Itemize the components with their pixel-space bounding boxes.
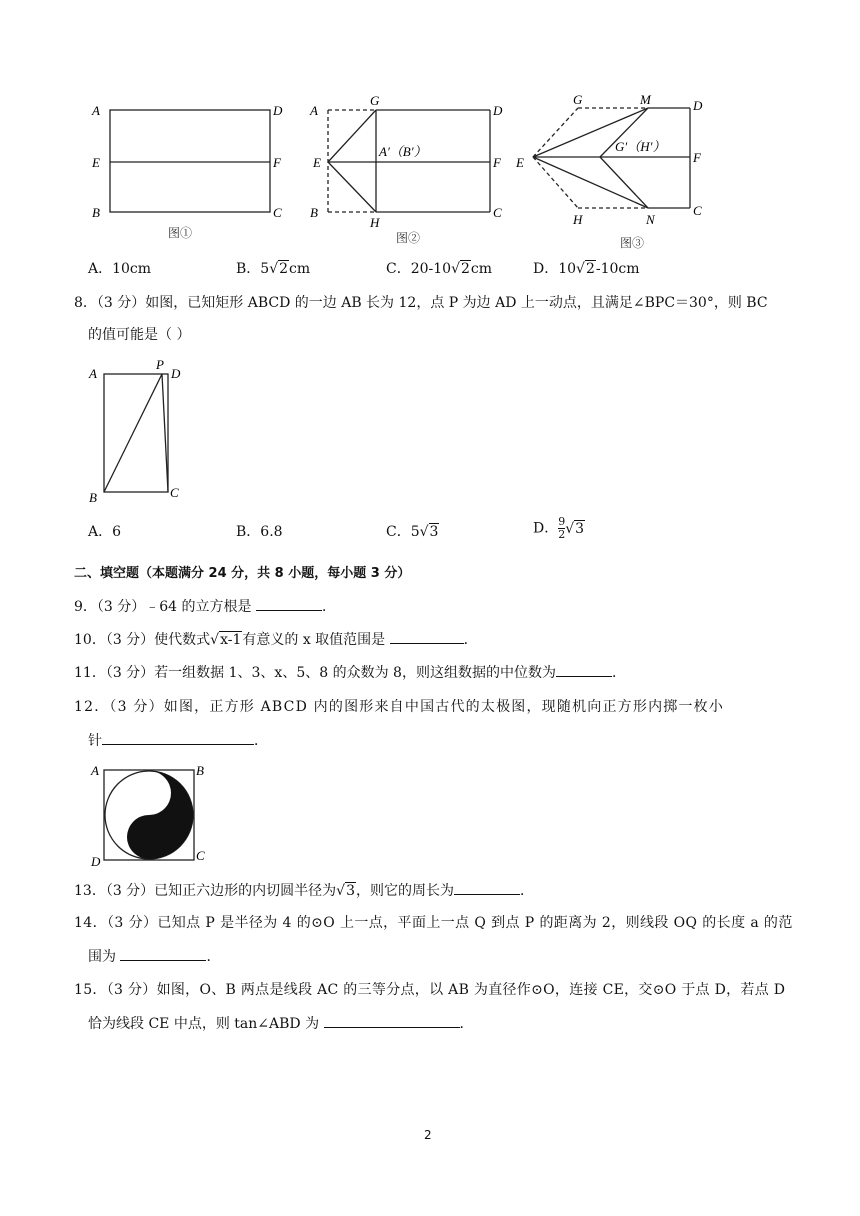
sqrt-symbol: √x-1: [210, 632, 242, 648]
q8-text-line2: 的值可能是（ ）: [88, 327, 191, 343]
q13-text: [74, 880, 534, 901]
fig1-label-b: B: [92, 205, 100, 220]
q10-text: [74, 629, 478, 650]
section-2-heading: 二、填空题（本题满分 24 分，共 8 小题，每小题 3 分）: [74, 566, 411, 581]
q9-text: [74, 596, 336, 617]
q12-label-d: D: [91, 854, 101, 869]
fig2-label-ab-prime: A′（B′）: [379, 144, 427, 159]
q7-figure-1: [110, 110, 270, 212]
q15-text-line1: 15．（3 分）如图，O、B 两点是线段 AC 的三等分点，以 AB 为直径作⊙O，连接 CE，交⊙O 于点 D，若点 D: [74, 982, 786, 998]
q7-option-c-unit: cm: [470, 261, 493, 277]
q7-option-b-pre: B．5: [236, 261, 270, 277]
sqrt-symbol: √2: [451, 261, 470, 277]
fig3-label-e: E: [516, 155, 524, 170]
q8-label-b: B: [89, 490, 97, 505]
q12-label-b: B: [196, 763, 204, 778]
sqrt-symbol: √3: [419, 524, 439, 540]
q13-stem-post: ，则它的周长为: [356, 883, 455, 899]
q12-answer-blank[interactable]: [102, 730, 254, 745]
fig1-caption: 图①: [168, 226, 193, 240]
q15-stem: 恰为线段 CE 中点，则 tan∠ABD 为: [88, 1016, 324, 1032]
q12-stem: 针: [88, 733, 102, 749]
fig1-label-f: F: [273, 155, 281, 170]
fig3-label-h: H: [573, 212, 583, 227]
q10-stem-post: 有意义的 x 取值范围是: [242, 632, 390, 648]
q8-option-b[interactable]: B．6.8: [236, 524, 283, 540]
q11-stem: 11．（3 分）若一组数据 1、3、x、5、8 的众数为 8，则这组数据的中位数为: [74, 665, 556, 681]
q7-option-a[interactable]: A．10cm: [88, 261, 152, 277]
q14-stem: 围为: [88, 949, 121, 965]
q9-stem: 9．（3 分）﹣64 的立方根是: [74, 599, 256, 615]
fig2-label-b: B: [310, 205, 318, 220]
q7-figures: [80, 90, 720, 250]
fig3-label-c: C: [693, 203, 702, 218]
q12-text-line2: [88, 730, 268, 751]
fig2-label-g: G: [370, 93, 380, 108]
q10-stem-pre: 10．（3 分）使代数式: [74, 632, 211, 648]
sqrt-symbol: √2: [269, 261, 289, 277]
fig2-label-f: F: [493, 155, 501, 170]
fig1-label-e: E: [92, 155, 100, 170]
fig3-label-f: F: [693, 150, 701, 165]
fig2-label-h: H: [370, 215, 380, 230]
fig3-label-gh-prime: G′（H′）: [615, 139, 666, 154]
q15-text-line2: [88, 1013, 474, 1034]
q8-label-p: P: [156, 357, 164, 372]
q8-option-c[interactable]: [386, 522, 439, 542]
q15-answer-blank[interactable]: [324, 1013, 460, 1028]
q8-option-a[interactable]: A．6: [88, 524, 122, 540]
q8-text-line1: 8．（3 分）如图，已知矩形 ABCD 的一边 AB 长为 12，点 P 为边 AD 上一动点，且满足∠BPC＝30°，则 BC: [74, 295, 768, 311]
q7-figure-2: [328, 110, 490, 212]
q12-label-a: A: [91, 763, 99, 778]
q12-label-c: C: [196, 848, 205, 863]
fraction: $\frac{9}{2}$: [558, 515, 566, 541]
q11-end: ．: [611, 665, 626, 681]
q8-option-c-pre: C．5: [386, 524, 420, 540]
q7-option-d-unit: -10cm: [595, 261, 640, 277]
q7-option-d[interactable]: [533, 259, 640, 279]
fig3-label-d: D: [693, 98, 703, 113]
q14-text-line1: 14．（3 分）已知点 P 是半径为 4 的⊙O 上一点，平面上一点 Q 到点 P 的距离为 2，则线段 OQ 的长度 a 的范: [74, 915, 793, 931]
fig2-caption: 图②: [396, 231, 421, 245]
q10-answer-blank[interactable]: [390, 629, 464, 644]
fig2-label-c: C: [493, 205, 502, 220]
fig2-label-a: A: [310, 103, 318, 118]
q7-figure-3: [533, 108, 690, 208]
q13-stem-pre: 13．（3 分）已知正六边形的内切圆半径为: [74, 883, 337, 899]
q12-end: ．: [254, 733, 268, 749]
sqrt-symbol: √2: [576, 261, 595, 277]
fig1-label-c: C: [273, 205, 282, 220]
q7-option-b[interactable]: [236, 259, 310, 279]
q14-end: ．: [206, 949, 221, 965]
q13-answer-blank[interactable]: [454, 880, 520, 895]
fig3-caption: 图③: [620, 236, 645, 250]
q8-label-d: D: [171, 366, 181, 381]
page-number: 2: [424, 1128, 432, 1142]
q7-option-b-unit: cm: [289, 261, 311, 277]
fig2-label-e: E: [313, 155, 321, 170]
q11-answer-blank[interactable]: [556, 662, 612, 677]
q10-end: ．: [463, 632, 478, 648]
fig1-label-d: D: [273, 103, 283, 118]
fig3-label-m: M: [640, 92, 651, 107]
fig3-label-n: N: [646, 212, 655, 227]
sqrt-symbol: √3: [565, 520, 585, 537]
fig3-label-g: G: [573, 92, 583, 107]
q8-option-d-pre: D．: [533, 520, 559, 537]
q15-end: ．: [459, 1016, 474, 1032]
q8-figure: [84, 356, 204, 506]
q7-option-c-pre: C．20-10: [386, 261, 452, 277]
q14-answer-blank[interactable]: [120, 946, 206, 961]
q12-text-line1: 12．（3 分）如图，正方形 ABCD 内的图形来自中国古代的太极图，现随机向正方形内掷一枚小: [74, 699, 725, 715]
q14-text-line2: [88, 946, 220, 967]
q12-taiji-figure: [86, 758, 216, 870]
q9-answer-blank[interactable]: [256, 596, 322, 611]
q7-option-d-pre: D．10: [533, 261, 577, 277]
fig2-label-d: D: [493, 103, 503, 118]
q13-end: ．: [520, 883, 535, 899]
q8-option-d[interactable]: [533, 516, 585, 541]
q8-label-c: C: [170, 485, 179, 500]
q7-option-c[interactable]: [386, 259, 492, 279]
q11-text: [74, 662, 626, 683]
sqrt-symbol: √3: [336, 883, 356, 899]
q9-end: ．: [321, 599, 336, 615]
fig1-label-a: A: [92, 103, 100, 118]
q8-label-a: A: [89, 366, 97, 381]
